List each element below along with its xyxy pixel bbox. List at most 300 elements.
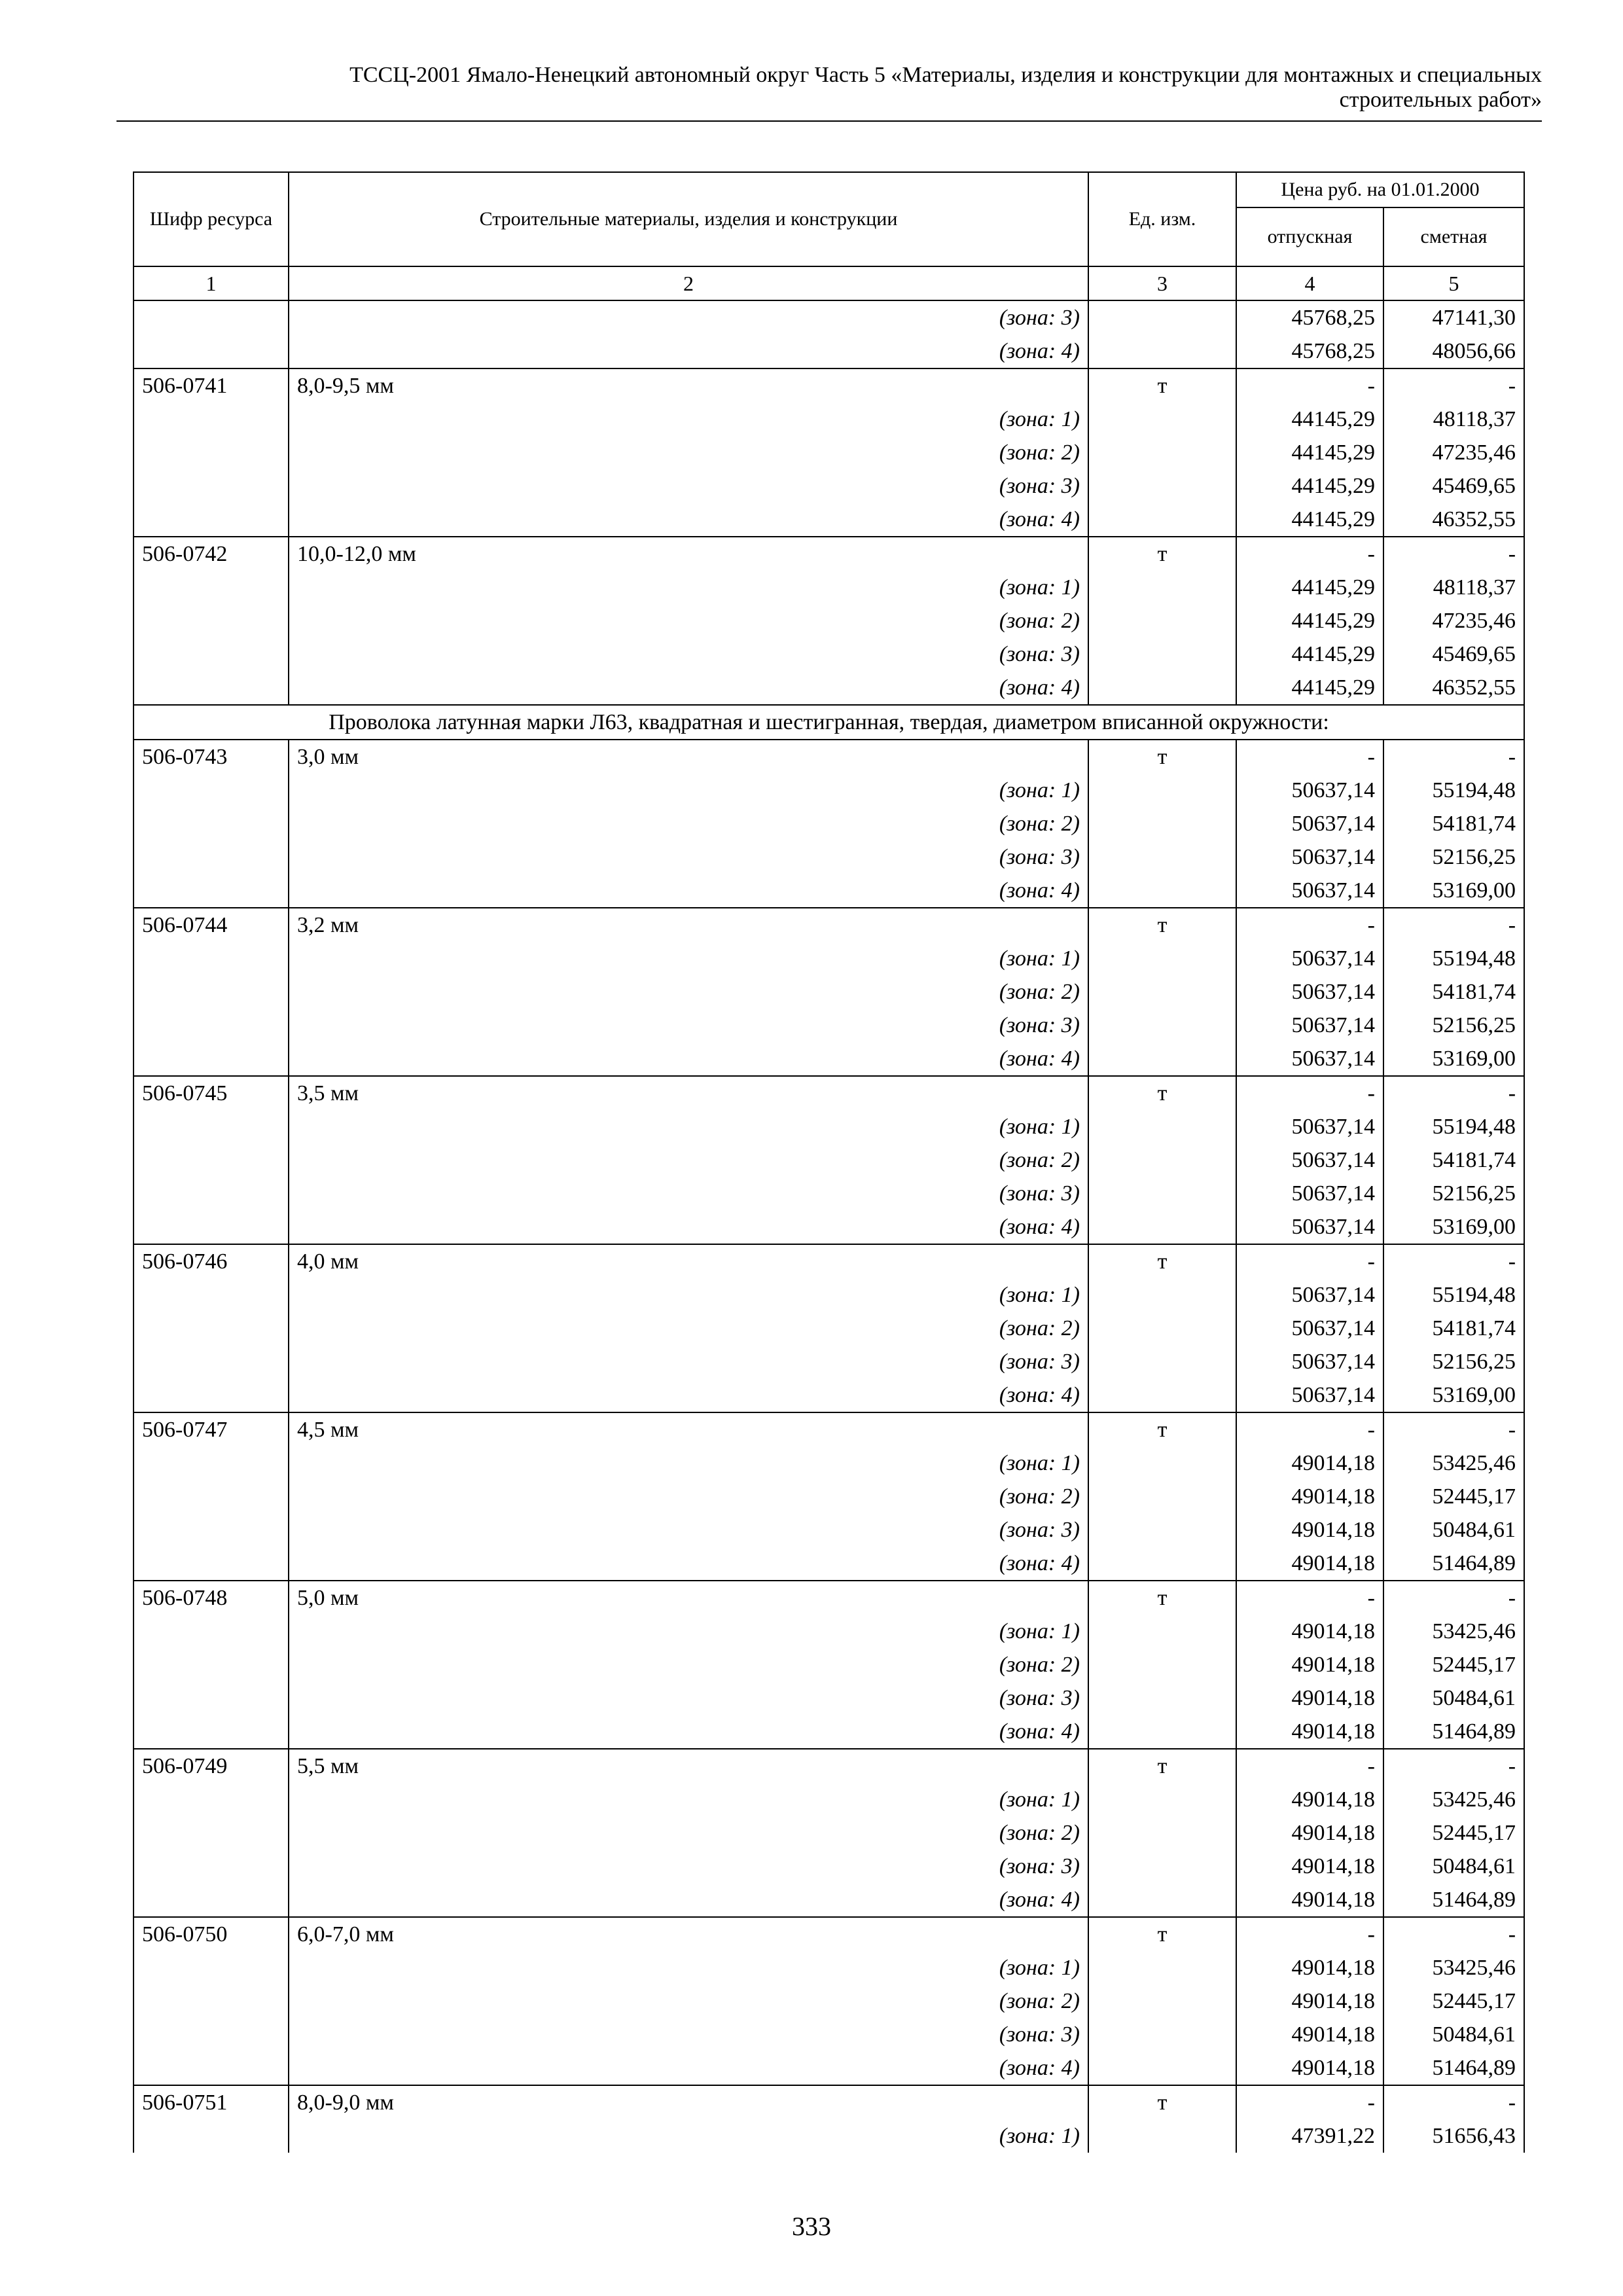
zone-row	[134, 1715, 1524, 1749]
estimate-price: -	[1383, 908, 1524, 942]
release-price: 49014,18	[1236, 1984, 1383, 2018]
resource-code: 506-0750	[134, 1917, 289, 1951]
estimate-price: 50484,61	[1383, 1513, 1524, 1547]
zone-label: (зона: 3)	[289, 1177, 1088, 1210]
zone-row	[134, 1681, 1524, 1715]
empty-code-cell	[134, 774, 289, 807]
estimate-price: 53169,00	[1383, 1378, 1524, 1412]
estimate-price: 47235,46	[1383, 604, 1524, 637]
zone-row	[134, 1278, 1524, 1312]
zone-row	[134, 1648, 1524, 1681]
zone-row	[134, 1783, 1524, 1816]
zone-label: (зона: 3)	[289, 1009, 1088, 1042]
release-price: 45768,25	[1236, 300, 1383, 334]
estimate-price: 53169,00	[1383, 1042, 1524, 1076]
release-price: 49014,18	[1236, 1615, 1383, 1648]
estimate-price: 53425,46	[1383, 1783, 1524, 1816]
zone-label: (зона: 3)	[289, 1850, 1088, 1883]
empty-unit-cell	[1088, 1951, 1236, 1984]
empty-code-cell	[134, 942, 289, 975]
empty-unit-cell	[1088, 1615, 1236, 1648]
empty-code-cell	[134, 1312, 289, 1345]
zone-row	[134, 671, 1524, 705]
resource-code: 506-0745	[134, 1076, 289, 1110]
zone-label: (зона: 3)	[289, 469, 1088, 503]
estimate-price: 51464,89	[1383, 2051, 1524, 2085]
resource-code: 506-0748	[134, 1581, 289, 1615]
release-price: 44145,29	[1236, 571, 1383, 604]
zone-label: (зона: 1)	[289, 571, 1088, 604]
zone-label: (зона: 4)	[289, 671, 1088, 705]
release-price: -	[1236, 1917, 1383, 1951]
estimate-price: 52156,25	[1383, 1009, 1524, 1042]
release-price: 50637,14	[1236, 774, 1383, 807]
zone-row	[134, 403, 1524, 436]
zone-row	[134, 1042, 1524, 1076]
item-row	[134, 1244, 1524, 1278]
release-price: 49014,18	[1236, 1816, 1383, 1850]
resource-name: 3,2 мм	[289, 908, 1088, 942]
empty-code-cell	[134, 1278, 289, 1312]
zone-row	[134, 1345, 1524, 1378]
zone-label: (зона: 4)	[289, 1883, 1088, 1917]
empty-code-cell	[134, 874, 289, 908]
unit-cell: т	[1088, 1749, 1236, 1783]
estimate-price: 52445,17	[1383, 1984, 1524, 2018]
release-price: 49014,18	[1236, 1715, 1383, 1749]
resource-name: 5,0 мм	[289, 1581, 1088, 1615]
empty-code-cell	[134, 807, 289, 840]
empty-code-cell	[134, 1648, 289, 1681]
resource-code: 506-0742	[134, 537, 289, 571]
empty-code-cell	[134, 1715, 289, 1749]
release-price: 50637,14	[1236, 1312, 1383, 1345]
empty-code-cell	[134, 1783, 289, 1816]
zone-label: (зона: 4)	[289, 874, 1088, 908]
zone-row	[134, 469, 1524, 503]
empty-unit-cell	[1088, 637, 1236, 671]
estimate-price: 52156,25	[1383, 1345, 1524, 1378]
release-price: 49014,18	[1236, 1648, 1383, 1681]
zone-row	[134, 334, 1524, 368]
estimate-price: -	[1383, 740, 1524, 774]
estimate-price: 48056,66	[1383, 334, 1524, 368]
resource-code: 506-0746	[134, 1244, 289, 1278]
empty-code-cell	[134, 1547, 289, 1581]
empty-code-cell	[134, 1513, 289, 1547]
item-row	[134, 740, 1524, 774]
zone-row	[134, 975, 1524, 1009]
empty-code-cell	[134, 975, 289, 1009]
estimate-price: 55194,48	[1383, 1110, 1524, 1143]
empty-code-cell	[134, 671, 289, 705]
estimate-price: 53425,46	[1383, 1615, 1524, 1648]
release-price: 50637,14	[1236, 975, 1383, 1009]
unit-cell: т	[1088, 2085, 1236, 2119]
release-price: 50637,14	[1236, 1110, 1383, 1143]
empty-code-cell	[134, 334, 289, 368]
release-price: -	[1236, 908, 1383, 942]
release-price: -	[1236, 2085, 1383, 2119]
empty-code-cell	[134, 503, 289, 537]
empty-unit-cell	[1088, 942, 1236, 975]
release-price: 50637,14	[1236, 1345, 1383, 1378]
resource-name: 8,0-9,0 мм	[289, 2085, 1088, 2119]
resource-code: 506-0749	[134, 1749, 289, 1783]
column-number-3: 3	[1088, 266, 1236, 300]
empty-unit-cell	[1088, 1110, 1236, 1143]
zone-label: (зона: 1)	[289, 1278, 1088, 1312]
estimate-price: 51464,89	[1383, 1547, 1524, 1581]
estimate-price: 54181,74	[1383, 807, 1524, 840]
zone-row	[134, 1951, 1524, 1984]
release-price: -	[1236, 368, 1383, 403]
release-price: 44145,29	[1236, 604, 1383, 637]
empty-unit-cell	[1088, 436, 1236, 469]
estimate-price: -	[1383, 368, 1524, 403]
item-row	[134, 537, 1524, 571]
zone-label: (зона: 2)	[289, 1648, 1088, 1681]
release-price: 47391,22	[1236, 2119, 1383, 2153]
estimate-price: 52156,25	[1383, 840, 1524, 874]
item-row	[134, 2085, 1524, 2119]
page-number: 333	[792, 2212, 831, 2241]
release-price: 44145,29	[1236, 637, 1383, 671]
estimate-price: 52445,17	[1383, 1480, 1524, 1513]
empty-unit-cell	[1088, 1143, 1236, 1177]
zone-row	[134, 1177, 1524, 1210]
unit-cell: т	[1088, 740, 1236, 774]
column-number-1: 1	[134, 266, 289, 300]
release-price: -	[1236, 1244, 1383, 1278]
estimate-price: 55194,48	[1383, 942, 1524, 975]
empty-code-cell	[134, 1480, 289, 1513]
release-price: 49014,18	[1236, 2051, 1383, 2085]
estimate-price: 47235,46	[1383, 436, 1524, 469]
section-row	[134, 705, 1524, 740]
zone-row	[134, 300, 1524, 334]
resource-name: 5,5 мм	[289, 1749, 1088, 1783]
estimate-price: 54181,74	[1383, 975, 1524, 1009]
empty-code-cell	[134, 2051, 289, 2085]
zone-row	[134, 1547, 1524, 1581]
header-name: Строительные материалы, изделия и конструкции	[289, 172, 1088, 266]
zone-label: (зона: 1)	[289, 403, 1088, 436]
empty-unit-cell	[1088, 1547, 1236, 1581]
item-row	[134, 368, 1524, 403]
zone-label: (зона: 1)	[289, 1783, 1088, 1816]
zone-row	[134, 604, 1524, 637]
release-price: 49014,18	[1236, 1883, 1383, 1917]
item-row	[134, 1076, 1524, 1110]
empty-unit-cell	[1088, 300, 1236, 334]
zone-label: (зона: 4)	[289, 2051, 1088, 2085]
empty-code-cell	[134, 436, 289, 469]
release-price: -	[1236, 740, 1383, 774]
estimate-price: 46352,55	[1383, 503, 1524, 537]
estimate-price: 50484,61	[1383, 2018, 1524, 2051]
empty-unit-cell	[1088, 1009, 1236, 1042]
zone-label: (зона: 1)	[289, 1951, 1088, 1984]
zone-row	[134, 571, 1524, 604]
resource-name: 8,0-9,5 мм	[289, 368, 1088, 403]
empty-unit-cell	[1088, 1345, 1236, 1378]
empty-unit-cell	[1088, 1210, 1236, 1244]
header-code: Шифр ресурса	[134, 172, 289, 266]
estimate-price: -	[1383, 1244, 1524, 1278]
zone-label: (зона: 4)	[289, 1378, 1088, 1412]
zone-row	[134, 1883, 1524, 1917]
release-price: 50637,14	[1236, 1042, 1383, 1076]
estimate-price: 53169,00	[1383, 874, 1524, 908]
empty-code-cell	[134, 1009, 289, 1042]
zone-label: (зона: 3)	[289, 1345, 1088, 1378]
empty-unit-cell	[1088, 1177, 1236, 1210]
zone-label: (зона: 2)	[289, 975, 1088, 1009]
release-price: 44145,29	[1236, 671, 1383, 705]
zone-label: (зона: 4)	[289, 1042, 1088, 1076]
header-rule	[116, 120, 1542, 122]
release-price: 50637,14	[1236, 1177, 1383, 1210]
estimate-price: 51464,89	[1383, 1883, 1524, 1917]
resource-name: 3,5 мм	[289, 1076, 1088, 1110]
release-price: 44145,29	[1236, 436, 1383, 469]
zone-label: (зона: 3)	[289, 840, 1088, 874]
unit-cell: т	[1088, 1076, 1236, 1110]
resource-name: 3,0 мм	[289, 740, 1088, 774]
empty-code-cell	[134, 1143, 289, 1177]
zone-label: (зона: 1)	[289, 1110, 1088, 1143]
empty-code-cell	[134, 2018, 289, 2051]
zone-label: (зона: 3)	[289, 2018, 1088, 2051]
release-price: 45768,25	[1236, 334, 1383, 368]
zone-label: (зона: 3)	[289, 637, 1088, 671]
empty-unit-cell	[1088, 1378, 1236, 1412]
empty-unit-cell	[1088, 2119, 1236, 2153]
zone-row	[134, 1143, 1524, 1177]
empty-unit-cell	[1088, 975, 1236, 1009]
unit-cell: т	[1088, 1917, 1236, 1951]
resource-code: 506-0741	[134, 368, 289, 403]
column-number-5: 5	[1383, 266, 1524, 300]
release-price: 49014,18	[1236, 2018, 1383, 2051]
estimate-price: 51464,89	[1383, 1715, 1524, 1749]
header-line-1: ТССЦ-2001 Ямало-Ненецкий автономный округ Часть 5 «Материалы, изделия и конструкции для монтажных и специальных	[349, 63, 1542, 87]
empty-unit-cell	[1088, 571, 1236, 604]
zone-row	[134, 1615, 1524, 1648]
empty-code-cell	[134, 1951, 289, 1984]
item-row	[134, 1749, 1524, 1783]
empty-code-cell	[134, 604, 289, 637]
item-row	[134, 1917, 1524, 1951]
empty-unit-cell	[1088, 1042, 1236, 1076]
empty-unit-cell	[1088, 1446, 1236, 1480]
empty-unit-cell	[1088, 1648, 1236, 1681]
zone-label: (зона: 1)	[289, 1446, 1088, 1480]
estimate-price: -	[1383, 1076, 1524, 1110]
empty-unit-cell	[1088, 1984, 1236, 2018]
empty-unit-cell	[1088, 874, 1236, 908]
empty-unit-cell	[1088, 774, 1236, 807]
empty-code-cell	[134, 469, 289, 503]
empty-unit-cell	[1088, 1816, 1236, 1850]
table-body	[134, 300, 1524, 2153]
resource-name: 4,0 мм	[289, 1244, 1088, 1278]
estimate-price: 48118,37	[1383, 403, 1524, 436]
estimate-price: 52156,25	[1383, 1177, 1524, 1210]
empty-unit-cell	[1088, 1715, 1236, 1749]
zone-label: (зона: 1)	[289, 774, 1088, 807]
empty-code-cell	[134, 637, 289, 671]
empty-unit-cell	[1088, 503, 1236, 537]
empty-unit-cell	[1088, 1278, 1236, 1312]
resource-code: 506-0751	[134, 2085, 289, 2119]
estimate-price: 46352,55	[1383, 671, 1524, 705]
header-line-2: строительных работ»	[1339, 88, 1542, 112]
zone-row	[134, 2051, 1524, 2085]
zone-row	[134, 2018, 1524, 2051]
release-price: -	[1236, 1749, 1383, 1783]
release-price: 49014,18	[1236, 1681, 1383, 1715]
zone-row	[134, 1984, 1524, 2018]
zone-label: (зона: 4)	[289, 503, 1088, 537]
zone-label: (зона: 2)	[289, 1480, 1088, 1513]
release-price: 49014,18	[1236, 1547, 1383, 1581]
empty-code-cell	[134, 1850, 289, 1883]
release-price: 49014,18	[1236, 1850, 1383, 1883]
release-price: 50637,14	[1236, 840, 1383, 874]
unit-cell: т	[1088, 908, 1236, 942]
release-price: 50637,14	[1236, 807, 1383, 840]
zone-label: (зона: 2)	[289, 1984, 1088, 2018]
empty-unit-cell	[1088, 1783, 1236, 1816]
header-price-group: Цена руб. на 01.01.2000	[1236, 172, 1524, 207]
zone-label: (зона: 4)	[289, 334, 1088, 368]
release-price: 49014,18	[1236, 1480, 1383, 1513]
estimate-price: -	[1383, 537, 1524, 571]
resource-name: 4,5 мм	[289, 1412, 1088, 1446]
estimate-price: 50484,61	[1383, 1850, 1524, 1883]
release-price: -	[1236, 1076, 1383, 1110]
estimate-price: -	[1383, 1917, 1524, 1951]
zone-label: (зона: 4)	[289, 1547, 1088, 1581]
unit-cell: т	[1088, 537, 1236, 571]
empty-unit-cell	[1088, 840, 1236, 874]
estimate-price: -	[1383, 1412, 1524, 1446]
header-unit: Ед. изм.	[1088, 172, 1236, 266]
resource-name: 6,0-7,0 мм	[289, 1917, 1088, 1951]
zone-row	[134, 503, 1524, 537]
section-title: Проволока латунная марки Л63, квадратная и шестигранная, твердая, диаметром вписанной окружности:	[134, 705, 1524, 740]
empty-code-cell	[134, 403, 289, 436]
zone-row	[134, 2119, 1524, 2153]
zone-row	[134, 1009, 1524, 1042]
release-price: 49014,18	[1236, 1783, 1383, 1816]
zone-row	[134, 1850, 1524, 1883]
release-price: -	[1236, 1412, 1383, 1446]
zone-label: (зона: 2)	[289, 1312, 1088, 1345]
release-price: 44145,29	[1236, 503, 1383, 537]
zone-label: (зона: 1)	[289, 1615, 1088, 1648]
estimate-price: 50484,61	[1383, 1681, 1524, 1715]
release-price: 50637,14	[1236, 874, 1383, 908]
release-price: 50637,14	[1236, 1378, 1383, 1412]
estimate-price: 51656,43	[1383, 2119, 1524, 2153]
empty-unit-cell	[1088, 1312, 1236, 1345]
zone-row	[134, 840, 1524, 874]
empty-code-cell	[134, 1110, 289, 1143]
estimate-price: 52445,17	[1383, 1816, 1524, 1850]
empty-code-cell	[134, 1615, 289, 1648]
zone-label: (зона: 2)	[289, 807, 1088, 840]
estimate-price: 52445,17	[1383, 1648, 1524, 1681]
empty-code-cell	[134, 840, 289, 874]
zone-row	[134, 774, 1524, 807]
resource-code: 506-0743	[134, 740, 289, 774]
zone-label: (зона: 2)	[289, 1143, 1088, 1177]
resource-code: 506-0744	[134, 908, 289, 942]
resource-code: 506-0747	[134, 1412, 289, 1446]
unit-cell: т	[1088, 368, 1236, 403]
release-price: 44145,29	[1236, 403, 1383, 436]
zone-row	[134, 1312, 1524, 1345]
empty-unit-cell	[1088, 604, 1236, 637]
release-price: 49014,18	[1236, 1513, 1383, 1547]
zone-row	[134, 436, 1524, 469]
empty-code-cell	[134, 1378, 289, 1412]
unit-cell: т	[1088, 1412, 1236, 1446]
release-price: 49014,18	[1236, 1951, 1383, 1984]
estimate-price: 48118,37	[1383, 571, 1524, 604]
empty-code-cell	[134, 1177, 289, 1210]
empty-code-cell	[134, 1883, 289, 1917]
empty-unit-cell	[1088, 2051, 1236, 2085]
page-header	[118, 63, 1542, 113]
release-price: 44145,29	[1236, 469, 1383, 503]
empty-unit-cell	[1088, 1513, 1236, 1547]
empty-code-cell	[134, 1984, 289, 2018]
empty-code-cell	[134, 1816, 289, 1850]
column-number-2: 2	[289, 266, 1088, 300]
estimate-price: 54181,74	[1383, 1312, 1524, 1345]
estimate-price: -	[1383, 1581, 1524, 1615]
zone-label: (зона: 4)	[289, 1210, 1088, 1244]
zone-row	[134, 1378, 1524, 1412]
release-price: 50637,14	[1236, 942, 1383, 975]
empty-unit-cell	[1088, 807, 1236, 840]
release-price: -	[1236, 537, 1383, 571]
zone-label: (зона: 2)	[289, 436, 1088, 469]
zone-row	[134, 637, 1524, 671]
zone-row	[134, 1513, 1524, 1547]
empty-code-cell	[134, 2119, 289, 2153]
unit-cell: т	[1088, 1244, 1236, 1278]
empty-unit-cell	[1088, 1480, 1236, 1513]
empty-unit-cell	[1088, 1681, 1236, 1715]
resource-price-table	[133, 171, 1525, 2153]
zone-row	[134, 1816, 1524, 1850]
zone-label: (зона: 3)	[289, 1513, 1088, 1547]
item-row	[134, 1412, 1524, 1446]
zone-label: (зона: 2)	[289, 1816, 1088, 1850]
estimate-price: 55194,48	[1383, 1278, 1524, 1312]
empty-unit-cell	[1088, 1850, 1236, 1883]
estimate-price: -	[1383, 2085, 1524, 2119]
zone-row	[134, 942, 1524, 975]
item-row	[134, 1581, 1524, 1615]
empty-unit-cell	[1088, 1883, 1236, 1917]
item-row	[134, 908, 1524, 942]
